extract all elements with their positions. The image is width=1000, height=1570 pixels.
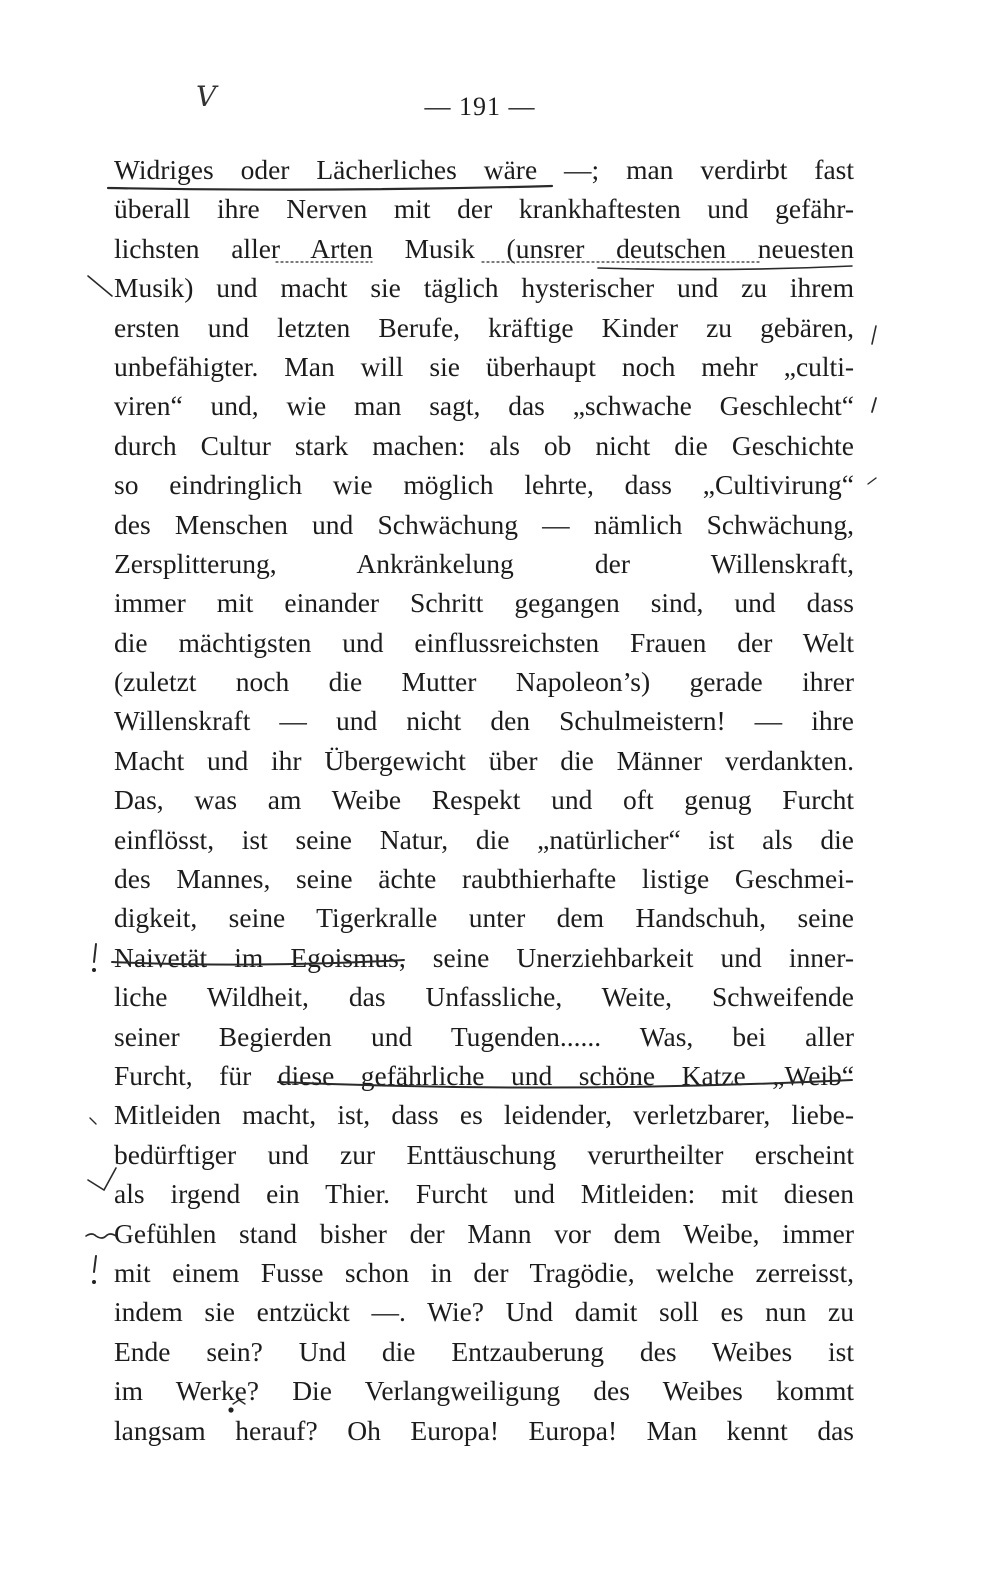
- text-line: Widriges oder Lächerliches wäre —; man verdirbt fast: [114, 154, 854, 185]
- text-line: durch Cultur stark machen: als ob nicht die Geschichte: [114, 429, 854, 461]
- margin-tick-mark: [94, 944, 96, 962]
- text-line: Zersplitterung, Ankränkelung der Willenskraft,: [114, 547, 854, 579]
- margin-tick-mark: [94, 1256, 96, 1272]
- text-line: (zuletzt noch die Mutter Napoleon’s) gerade ihrer: [114, 666, 854, 698]
- text-line: Furcht, für diese gefährliche und schöne Katze „Weib“: [114, 1059, 854, 1091]
- text-line: Ende sein? Und die Entzauberung des Weibes ist: [114, 1335, 854, 1367]
- text-line: einflösst, ist seine Natur, die „natürlicher“ ist als die: [114, 823, 854, 855]
- margin-squiggle-mark: [86, 1234, 116, 1238]
- text-line: des Menschen und Schwächung — nämlich Schwächung,: [114, 508, 854, 540]
- text-line: ersten und letzten Berufe, kräftige Kinder zu gebären,: [114, 311, 854, 343]
- text-line: Willenskraft — und nicht den Schulmeistern! — ihre: [114, 705, 854, 737]
- text-line: liche Wildheit, das Unfassliche, Weite, Schweifende: [114, 981, 854, 1013]
- text-line: so eindringlich wie möglich lehrte, dass „Cultivirung“: [114, 469, 854, 501]
- text-line: Das, was am Weibe Respekt und oft genug Furcht: [114, 784, 854, 816]
- margin-dot: [92, 968, 96, 972]
- text-line: Naivetät im Egoismus, seine Unerziehbarkeit und inner-: [114, 941, 854, 973]
- text-line: überall ihre Nerven mit der krankhaftesten und gefähr-: [114, 193, 854, 225]
- body-text: [114, 150, 854, 1450]
- text-line: die mächtigsten und einflussreichsten Frauen der Welt: [114, 626, 854, 658]
- text-line: Musik) und macht sie täglich hysterischer und zu ihrem: [114, 272, 854, 304]
- margin-check-mark: [88, 276, 112, 296]
- text-line: des Mannes, seine ächte raubthierhafte listige Geschmei-: [114, 863, 854, 895]
- margin-note-top: V: [196, 80, 217, 113]
- margin-dot: [92, 1280, 96, 1284]
- text-line: langsam herauf? Oh Europa! Europa! Man kennt das: [114, 1414, 854, 1446]
- text-line: unbefähigter. Man will sie überhaupt noch mehr „culti-: [114, 350, 854, 382]
- margin-tick-mark: [872, 398, 876, 412]
- text-line: immer mit einander Schritt gegangen sind, und dass: [114, 587, 854, 619]
- text-line: im Werke? Die Verlangweiligung des Weibes kommt: [114, 1375, 854, 1407]
- margin-tick-mark: [872, 326, 876, 344]
- text-line: Mitleiden macht, ist, dass es leidender, verletzbarer, liebe-: [114, 1099, 854, 1131]
- text-line: seiner Begierden und Tugenden...... Was, bei aller: [114, 1020, 854, 1052]
- page-number: — 191 —: [424, 92, 536, 121]
- margin-tick-mark: [90, 1118, 96, 1124]
- text-line: lichsten aller Arten Musik (unsrer deutschen neuesten: [114, 232, 854, 264]
- text-line: bedürftiger und zur Enttäuschung verurtheilter erscheint: [114, 1138, 854, 1170]
- text-line: viren“ und, wie man sagt, das „schwache Geschlecht“: [114, 390, 854, 422]
- text-line: Macht und ihr Übergewicht über die Männer verdankten.: [114, 744, 854, 776]
- text-line: indem sie entzückt —. Wie? Und damit soll es nun zu: [114, 1296, 854, 1328]
- text-line: als irgend ein Thier. Furcht und Mitleiden: mit diesen: [114, 1178, 854, 1210]
- text-line: Gefühlen stand bisher der Mann vor dem Weibe, immer: [114, 1217, 854, 1249]
- margin-tick-mark: [868, 478, 876, 484]
- text-line: digkeit, seine Tigerkralle unter dem Handschuh, seine: [114, 902, 854, 934]
- margin-check-mark: [88, 1168, 116, 1190]
- text-line: mit einem Fusse schon in der Tragödie, welche zerreisst,: [114, 1256, 854, 1288]
